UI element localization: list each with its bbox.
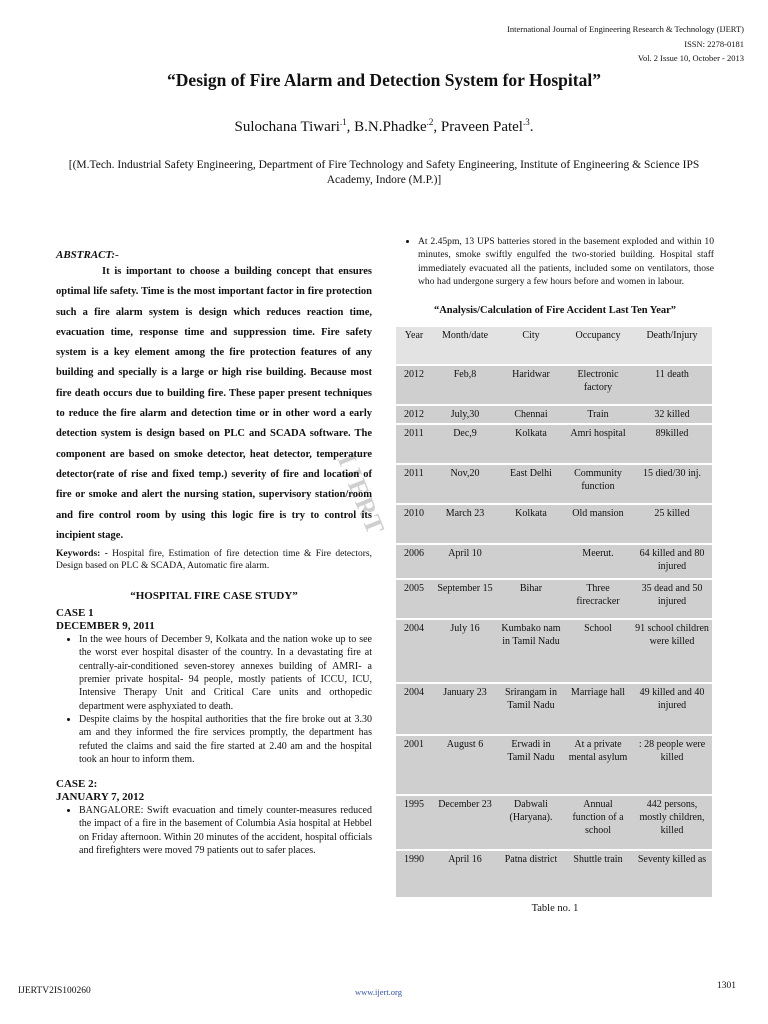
table-cell: September 15 bbox=[432, 579, 498, 619]
table-header-cell: Occupancy bbox=[564, 327, 632, 365]
table-row bbox=[396, 579, 712, 619]
table-header-row bbox=[396, 327, 712, 365]
abstract-body: It is important to choose a building concept that ensures optimal life safety. Time is the most important factor in fire protection such a fire alarm system is design which reduces reaction time, evacuation time, response time and suppression time. Fire safety system is a key element among the fire protection features of any building and specially is a large or high rise building. Because most fire death occurs due to building fire. These paper present techniques to reduce the fire alarm and detection time or in other word a early detection system is design based on PLC and SCADA software. The component are based on smoke detector, heat detector, temperature detector(rate of rise and fixed temp.) severity of fire and location of fire or smoke and alert the nursing station, supervisory station/room and fire control room by using this logic fire is try to control its incipient stage. bbox=[56, 266, 372, 541]
table-cell: Feb,8 bbox=[432, 365, 498, 405]
author-mark: .2 bbox=[426, 117, 434, 127]
table-cell: 64 killed and 80 injured bbox=[632, 544, 712, 579]
author-separator: , bbox=[346, 119, 355, 135]
table-cell: Train bbox=[564, 405, 632, 424]
table-cell: 442 persons, mostly children, killed bbox=[632, 795, 712, 850]
author-list bbox=[0, 117, 768, 136]
table-cell: At a private mental asylum bbox=[564, 735, 632, 795]
keywords-label: Keywords: - bbox=[56, 549, 108, 560]
author-mark: .3 bbox=[522, 117, 530, 127]
table-cell: Kumbako nam in Tamil Nadu bbox=[498, 619, 564, 683]
journal-url-link[interactable]: www.ijert.org bbox=[355, 987, 402, 997]
watermark: IJERT bbox=[331, 449, 391, 540]
table-cell: 91 school children were killed bbox=[632, 619, 712, 683]
table-row bbox=[396, 405, 712, 424]
table-row bbox=[396, 365, 712, 405]
abstract-heading: ABSTRACT:- bbox=[56, 249, 119, 261]
table-cell: Community function bbox=[564, 464, 632, 504]
issn: ISSN: 2278-0181 bbox=[684, 38, 744, 49]
list-item: • In the wee hours of December 9, Kolkata and the nation woke up to see the worst ever hospital disaster of the country. In a devastating fire at centrally-air-conditioned seven-storey annexes building of AMRI- a premier private hospital- 94 people, mostly patients of ICCU, ICU, Intensive Therapy Unit and Critical Care units and orthopedic department were asphyxiated to death. bbox=[79, 633, 372, 713]
case1-label: CASE 1 bbox=[56, 607, 94, 620]
table-header-cell: Death/Injury bbox=[632, 327, 712, 365]
keywords bbox=[56, 548, 372, 572]
table-cell: 2011 bbox=[396, 424, 432, 464]
author-separator: , bbox=[433, 119, 441, 135]
list-item: • Despite claims by the hospital authorities that the fire broke out at 3.30 am and they informed the fire services promptly, the department has refuted the claims and said the fire started at 2.40 am and the hospital took an hour to inform them. bbox=[79, 713, 372, 766]
table-cell: Bihar bbox=[498, 579, 564, 619]
table-cell: 11 death bbox=[632, 365, 712, 405]
table-cell: Chennai bbox=[498, 405, 564, 424]
table-cell: Marriage hall bbox=[564, 683, 632, 735]
right-column bbox=[396, 235, 714, 914]
table-cell: April 10 bbox=[432, 544, 498, 579]
table-row bbox=[396, 464, 712, 504]
table-cell: 2012 bbox=[396, 405, 432, 424]
table-cell: 89killed bbox=[632, 424, 712, 464]
paper-title: “Design of Fire Alarm and Detection System for Hospital” bbox=[167, 70, 601, 90]
table-cell: Old mansion bbox=[564, 504, 632, 544]
table-cell: 35 dead and 50 injured bbox=[632, 579, 712, 619]
case2-continued-bullets bbox=[396, 235, 714, 288]
table-row bbox=[396, 850, 712, 898]
table-row bbox=[396, 544, 712, 579]
table-cell: August 6 bbox=[432, 735, 498, 795]
table-cell: 2004 bbox=[396, 619, 432, 683]
table-cell: Electronic factory bbox=[564, 365, 632, 405]
case2-label: CASE 2: bbox=[56, 778, 98, 791]
table-cell: Annual function of a school bbox=[564, 795, 632, 850]
table-cell: School bbox=[564, 619, 632, 683]
case1-date: DECEMBER 9, 2011 bbox=[56, 620, 155, 633]
table-row bbox=[396, 735, 712, 795]
page-number: 1301 bbox=[717, 981, 736, 991]
author-mark: .1 bbox=[339, 117, 347, 127]
table-header-cell: City bbox=[498, 327, 564, 365]
table-cell: Seventy killed as bbox=[632, 850, 712, 898]
table-row bbox=[396, 619, 712, 683]
volume-issue: Vol. 2 Issue 10, October - 2013 bbox=[637, 53, 744, 63]
table-header-cell: Year bbox=[396, 327, 432, 365]
paper-id: IJERTV2IS100260 bbox=[18, 986, 91, 996]
case2-date: JANUARY 7, 2012 bbox=[56, 791, 145, 804]
table-row bbox=[396, 424, 712, 464]
journal-name: International Journal of Engineering Research & Technology (IJERT) bbox=[507, 24, 744, 34]
table-header-cell: Month/date bbox=[432, 327, 498, 365]
table-cell: 25 killed bbox=[632, 504, 712, 544]
table-cell: Meerut. bbox=[564, 544, 632, 579]
table-cell bbox=[498, 544, 564, 579]
table-cell: 1990 bbox=[396, 850, 432, 898]
author-name: B.N.Phadke bbox=[354, 119, 427, 135]
table-cell: 49 killed and 40 injured bbox=[632, 683, 712, 735]
table-row bbox=[396, 683, 712, 735]
table-cell: : 28 people were killed bbox=[632, 735, 712, 795]
table-cell: Dabwali (Haryana). bbox=[498, 795, 564, 850]
table-cell: 2011 bbox=[396, 464, 432, 504]
table-cell: Erwadi in Tamil Nadu bbox=[498, 735, 564, 795]
table-cell: Amri hospital bbox=[564, 424, 632, 464]
list-item: • At 2.45pm, 13 UPS batteries stored in the basement exploded and within 10 minutes, smoke swiftly engulfed the two-storied building. Hospital staff immediately evacuated all the patients, included some on ventilators, those who had undergone surgery a few hours before and women in labour. bbox=[418, 235, 714, 288]
list-item: • BANGALORE: Swift evacuation and timely counter-measures reduced the impact of a fire in the basement of Columbia Asia hospital at Hebbel on Friday afternoon. Within 20 minutes of the accident, hospital officials and firefighters were moved 79 patients out to safer places. bbox=[79, 804, 372, 857]
table-cell: Kolkata bbox=[498, 424, 564, 464]
table-cell: 1995 bbox=[396, 795, 432, 850]
table-cell: Srirangam in Tamil Nadu bbox=[498, 683, 564, 735]
table-row bbox=[396, 795, 712, 850]
table-cell: Three firecracker bbox=[564, 579, 632, 619]
table-cell: Patna district bbox=[498, 850, 564, 898]
author-name: Praveen Patel bbox=[440, 119, 523, 135]
case2-bullets bbox=[56, 804, 372, 857]
table-cell: 2001 bbox=[396, 735, 432, 795]
keywords-text: Hospital fire, Estimation of fire detection time & Fire detectors, Design based on PLC & SCADA, Automatic fire alarm. bbox=[56, 549, 372, 572]
table-cell: Haridwar bbox=[498, 365, 564, 405]
left-column bbox=[56, 249, 372, 857]
table-cell: July,30 bbox=[432, 405, 498, 424]
case1-bullets bbox=[56, 633, 372, 766]
table-cell: March 23 bbox=[432, 504, 498, 544]
table-cell: Dec,9 bbox=[432, 424, 498, 464]
table-cell: January 23 bbox=[432, 683, 498, 735]
table-cell: Kolkata bbox=[498, 504, 564, 544]
table-cell: 32 killed bbox=[632, 405, 712, 424]
table-caption: Table no. 1 bbox=[531, 903, 579, 915]
table-cell: East Delhi bbox=[498, 464, 564, 504]
table-cell: 2005 bbox=[396, 579, 432, 619]
table-cell: Nov,20 bbox=[432, 464, 498, 504]
table-title: “Analysis/Calculation of Fire Accident Last Ten Year” bbox=[433, 305, 677, 317]
table-cell: April 16 bbox=[432, 850, 498, 898]
table-cell: 2010 bbox=[396, 504, 432, 544]
author-separator: . bbox=[529, 119, 534, 135]
fire-accident-table bbox=[396, 327, 712, 899]
table-row bbox=[396, 504, 712, 544]
journal-header bbox=[507, 22, 744, 66]
table-cell: 15 died/30 inj. bbox=[632, 464, 712, 504]
affiliation: [(M.Tech. Industrial Safety Engineering, Department of Fire Technology and Safety Engineering, Institute of Engineering & Science IPS Academy, Indore (M.P.)] bbox=[68, 159, 700, 186]
table-cell: December 23 bbox=[432, 795, 498, 850]
table-cell: 2012 bbox=[396, 365, 432, 405]
table-cell: 2006 bbox=[396, 544, 432, 579]
table-cell: July 16 bbox=[432, 619, 498, 683]
author-name: Sulochana Tiwari bbox=[234, 119, 340, 135]
table-cell: 2004 bbox=[396, 683, 432, 735]
table-cell: Shuttle train bbox=[564, 850, 632, 898]
case-study-title: “HOSPITAL FIRE CASE STUDY” bbox=[130, 590, 298, 603]
